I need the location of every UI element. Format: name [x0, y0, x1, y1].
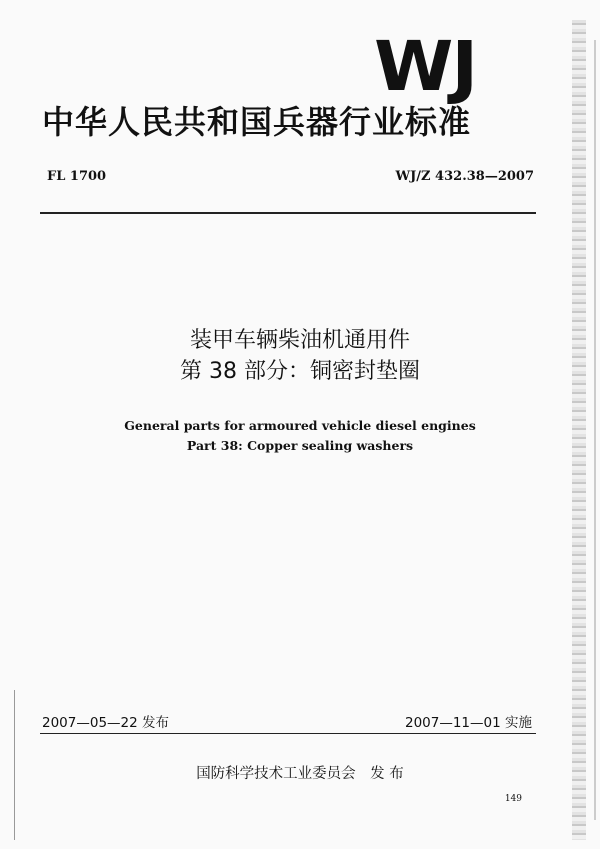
issuing-authority: 国防科学技术工业委员会 发 布 [196, 766, 404, 782]
header-rule [40, 212, 536, 214]
english-title-line-1: General parts for armoured vehicle diesel engines [124, 418, 476, 433]
issue-date: 2007—05—22 发布 [42, 715, 170, 731]
wj-logo: WJ [374, 26, 477, 106]
implementation-date: 2007—11—01 实施 [404, 715, 532, 731]
chinese-title-line-1: 装甲车辆柴油机通用件 [189, 328, 410, 353]
footer-rule [40, 733, 536, 734]
english-title-line-2: Part 38: Copper sealing washers [186, 438, 414, 453]
standard-title: 中华人民共和国兵器行业标准 [42, 103, 472, 141]
classification-code: FL 1700 [47, 169, 107, 184]
chinese-title [0, 326, 600, 388]
english-title [0, 416, 600, 456]
chinese-title-line-2: 第 38 部分：铜密封垫圈 [180, 358, 420, 384]
page-number: 149 [504, 794, 522, 804]
standard-number: WJ/Z 432.38—2007 [395, 169, 534, 184]
